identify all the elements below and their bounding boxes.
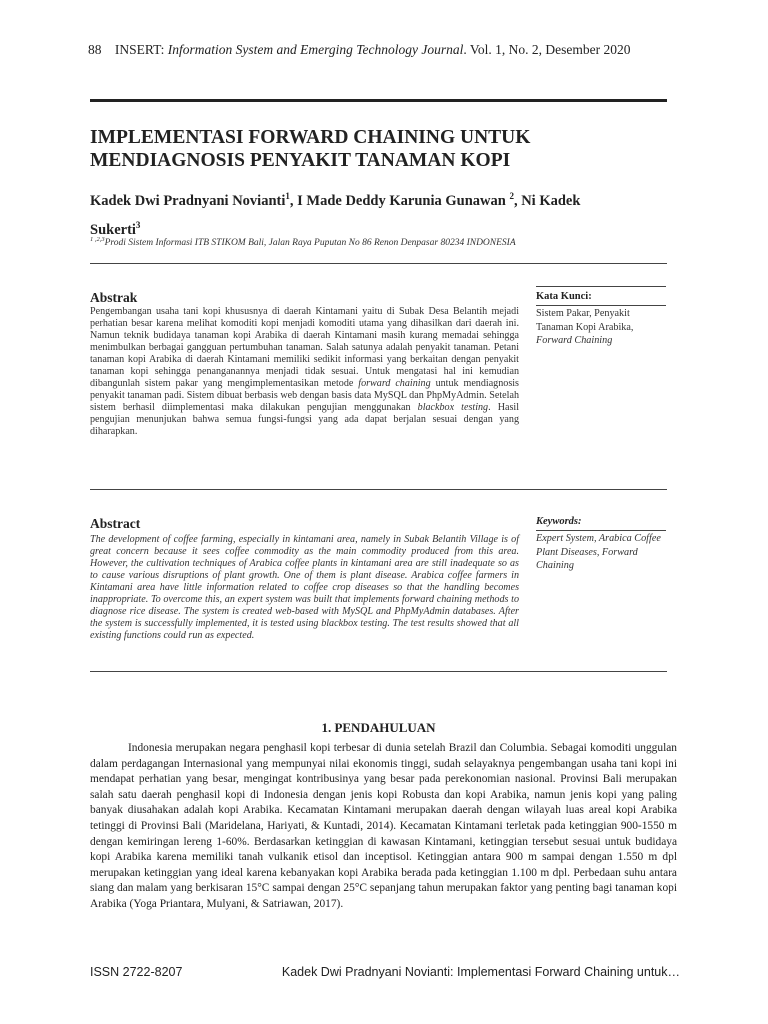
keywords-body: Expert System, Arabica Coffee Plant Diseases, Forward Chaining xyxy=(536,533,661,571)
author-2: , I Made Deddy Karunia Gunawan xyxy=(289,192,506,209)
kata-kunci-italic: Forward Chaining xyxy=(536,335,613,346)
keywords-rule xyxy=(536,530,666,531)
abstrak-text-1: Pengembangan usaha tani kopi khususnya di daerah Kintamani yaitu di Subak Desa Belantih mejadi perhatian besar karena melihat komoditi kopi menjadi komoditi utama yang dihasilkan dari daerah ini. Namun teknik budidaya tanaman kopi Arabika di daerah Kintamani masih kurang memadai sehingga menimbulkan berbagai gangguan pertumbuhan tanaman. Salah satunya adalah penyakit tanaman. Petani tanaman kopi Arabika di daerah Kintamani memiliki sedikit informasi yang berkaitan dengan penyakit tanaman kopi sehingga penanganannya menjadi tidak sesuai. Untuk mengatasi hal ini kemudian dibangunlah sistem pakar yang mengimplementasikan metode xyxy=(90,306,519,389)
pendahuluan-body xyxy=(90,741,677,913)
affiliation xyxy=(90,236,670,248)
author-3a: , Ni Kadek xyxy=(513,192,581,209)
title-line-2: MENDIAGNOSIS PENYAKIT TANAMAN KOPI xyxy=(90,150,511,171)
abstrak-text-3: . Hasil pengujian menunjukan bahwa semua fungsi-fungsi yang ada dapat berjalan sesuai dengan yang diharapkan. xyxy=(90,402,520,437)
footer-running-title: Kadek Dwi Pradnyani Novianti: Implementasi Forward Chaining untuk… xyxy=(281,965,680,979)
affiliation-sup: 1 ,2,3 xyxy=(90,236,105,243)
author-3-sup: 3 xyxy=(135,219,141,230)
pendahuluan-paragraph: Indonesia merupakan negara penghasil kopi terbesar di dunia setelah Brazil dan Columbia. Sebagai komoditi unggulan dalam perdagangan Internasional yang mempunyai nilai ekonomis tinggi, sudah selayaknya pengembangan usaha tani kopi ini mendapat perhatian yang besar, mengingat kontribusinya yang besar pada perekonomian nasional. Provinsi Bali merupakan salah satu daerah penghasil kopi di Indonesia dengan jenis kopi Robusta dan kopi Arabika, namun jenis kopi yang paling banyak diusahakan adalah kopi Arabika. Kecamatan Kintamani merupakan daerah dengan wilayah luas areal kopi Arabika tetinggi di Provinsi Bali (Maridelana, Hariyati, & Kuntadi, 2014). Kecamatan Kintamani terletak pada ketinggian 900-1550 m dengan kemiringan lereng 1-60%. Berdasarkan ketinggian di kawasan Kintamani, ketinggian tersebut sesuai untuk budidaya kopi Arabika karena memiliki tanah vulkanik etisol dan inceptisol. Ketinggian antara 900 m sampai dengan 1.550 m dpl merupakan ketinggian yang ideal karena kebanyakan kopi Arabika berada pada ketinggian 1.100 m dpl. Perbedaan suhu antara siang dan malam yang berkisaran 15°C sampai dengan 25°C sepanjang tahun merupakan faktor yang penting bagi tanaman kopi Arabika (Yoga Priantara, Mulyani, & Satriawan, 2017). xyxy=(90,742,677,910)
keywords-heading: Keywords: xyxy=(536,516,582,527)
footer-issn: ISSN 2722-8207 xyxy=(90,965,183,979)
author-1-sup: 1 xyxy=(285,191,290,201)
author-list xyxy=(90,184,660,242)
keywords-box xyxy=(536,512,666,573)
abstrak-italic-1: forward chaining xyxy=(358,378,431,389)
journal-volume: . Vol. 1, No. 2, Desember 2020 xyxy=(463,42,631,57)
abstract-heading: Abstract xyxy=(90,516,141,531)
title-line-1: IMPLEMENTASI FORWARD CHAINING UNTUK xyxy=(90,127,531,148)
kata-kunci-body xyxy=(536,307,666,348)
abstrak-body xyxy=(90,306,519,438)
abstrak-heading: Abstrak xyxy=(90,290,138,305)
abstrak-italic-2: blackbox testing xyxy=(417,402,489,413)
paper-title xyxy=(90,126,670,172)
section-heading-pendahuluan: 1. PENDAHULUAN xyxy=(321,720,436,735)
abstract-body: The development of coffee farming, especially in kintamani area, namely in Subak Belantih Village is of great concern because it sees coffee commodity as the main commodity produced from this area. However, the cultivation techniques of Arabica coffee plants in kintamani area are still inadequate so as to cause various disruptions of plant growth. One of them is plant disease. Arabica coffee farmers in Kintamani area have little information related to coffee crop diseases so that the handling becomes inappropriate. To overcome this, an expert system was built that implements forward chaining methods to diagnose rice disease. The system is created web-based with MySQL and PhpMyAdmin databases. After the system is successfully implemented, it is tested using blackbox testing. The test results showed that all existing functions could run as expected. xyxy=(90,534,519,641)
abstrak-text-2: untuk mendiagnosis penyakit tanaman padi. Sistem dibuat berbasis web dengan basis data MySQL dan PhpMyAdmin. Setelah sistem berhasil diimplementasi maka dilakukan pengujian menggunakan xyxy=(90,378,519,413)
author-3b: Sukerti xyxy=(90,221,136,238)
page-number: 88 xyxy=(88,42,102,57)
abstract-divider xyxy=(90,671,667,672)
kata-kunci-rule xyxy=(536,305,666,306)
journal-prefix: INSERT: xyxy=(114,42,165,57)
journal-name: Information System and Emerging Technology Journal xyxy=(167,42,464,57)
author-2-sup: 2 xyxy=(509,191,514,201)
affiliation-text: Prodi Sistem Informasi ITB STIKOM Bali, Jalan Raya Puputan No 86 Renon Denpasar 80234 INDONESIA xyxy=(104,238,516,249)
affiliation-divider xyxy=(90,263,667,264)
kata-kunci-text: Sistem Pakar, Penyakit Tanaman Kopi Arabika, xyxy=(536,308,634,333)
header-divider xyxy=(90,99,667,102)
kata-kunci-box xyxy=(536,286,666,348)
kata-kunci-heading: Kata Kunci: xyxy=(536,291,592,302)
running-header xyxy=(88,42,680,58)
abstrak-divider xyxy=(90,489,667,490)
author-1: Kadek Dwi Pradnyani Novianti xyxy=(90,192,286,209)
